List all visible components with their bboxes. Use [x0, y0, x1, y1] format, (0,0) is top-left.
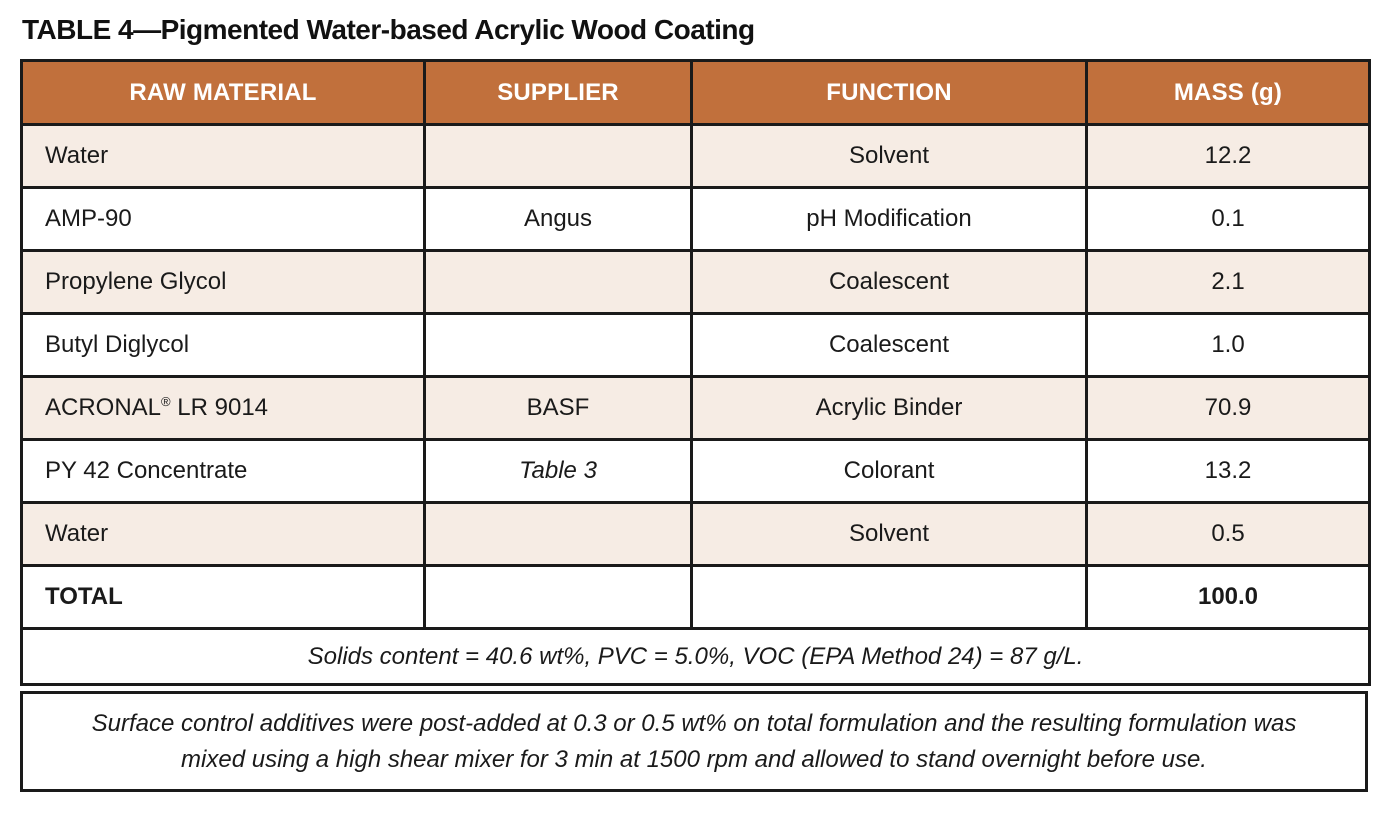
table-title: TABLE 4—Pigmented Water-based Acrylic Wood Coating — [22, 14, 755, 45]
cell-mass: 2.1 — [1087, 251, 1370, 314]
cell-supplier — [425, 503, 692, 566]
cell-supplier: BASF — [425, 377, 692, 440]
table-row — [22, 314, 1370, 377]
cell-mass: 13.2 — [1087, 440, 1370, 503]
cell-mass: 70.9 — [1087, 377, 1370, 440]
table-header — [22, 61, 1370, 125]
table-body — [22, 125, 1370, 629]
cell-raw-material: Water — [22, 503, 425, 566]
cell-function: Solvent — [692, 503, 1087, 566]
column-header-raw-material: RAW MATERIAL — [22, 61, 425, 125]
cell-raw-material: ACRONAL® LR 9014 — [22, 377, 425, 440]
column-header-function: FUNCTION — [692, 61, 1087, 125]
cell-supplier — [425, 251, 692, 314]
cell-function: Coalescent — [692, 314, 1087, 377]
cell-raw-material: Water — [22, 125, 425, 188]
cell-mass: 0.1 — [1087, 188, 1370, 251]
cell-supplier — [425, 566, 692, 629]
surface-additives-note-text: Surface control additives were post-added at 0.3 or 0.5 wt% on total formulation and the resulting formulation was mixed using a high shear mixer for 3 min at 1500 rpm and allowed to stand overnight before use. — [91, 709, 1297, 773]
surface-additives-note-box — [20, 691, 1368, 792]
cell-function: Solvent — [692, 125, 1087, 188]
cell-raw-material: PY 42 Concentrate — [22, 440, 425, 503]
cell-raw-material: Butyl Diglycol — [22, 314, 425, 377]
table-row — [22, 503, 1370, 566]
table-row — [22, 566, 1370, 629]
cell-mass: 100.0 — [1087, 566, 1370, 629]
cell-supplier: Angus — [425, 188, 692, 251]
cell-function: pH Modification — [692, 188, 1087, 251]
table-footer — [22, 629, 1370, 685]
cell-supplier — [425, 125, 692, 188]
solids-note-row — [22, 629, 1370, 685]
cell-supplier — [425, 440, 692, 503]
formulation-table — [20, 59, 1371, 686]
column-header-supplier: SUPPLIER — [425, 61, 692, 125]
cell-function: Colorant — [692, 440, 1087, 503]
column-header-mass: MASS (g) — [1087, 61, 1370, 125]
cell-mass: 0.5 — [1087, 503, 1370, 566]
cell-supplier — [425, 314, 692, 377]
supplier-reference: Table 3 — [519, 457, 597, 484]
table-row — [22, 251, 1370, 314]
header-row — [22, 61, 1370, 125]
cell-raw-material: TOTAL — [22, 566, 425, 629]
table-row — [22, 377, 1370, 440]
cell-function — [692, 566, 1087, 629]
solids-note-text: Solids content = 40.6 wt%, PVC = 5.0%, VOC (EPA Method 24) = 87 g/L. — [22, 629, 1370, 685]
registered-trademark-symbol: ® — [161, 394, 171, 409]
cell-mass: 1.0 — [1087, 314, 1370, 377]
cell-mass: 12.2 — [1087, 125, 1370, 188]
cell-function: Acrylic Binder — [692, 377, 1087, 440]
cell-function: Coalescent — [692, 251, 1087, 314]
cell-raw-material: AMP-90 — [22, 188, 425, 251]
cell-raw-material: Propylene Glycol — [22, 251, 425, 314]
table-row — [22, 440, 1370, 503]
table-row — [22, 125, 1370, 188]
table-row — [22, 188, 1370, 251]
